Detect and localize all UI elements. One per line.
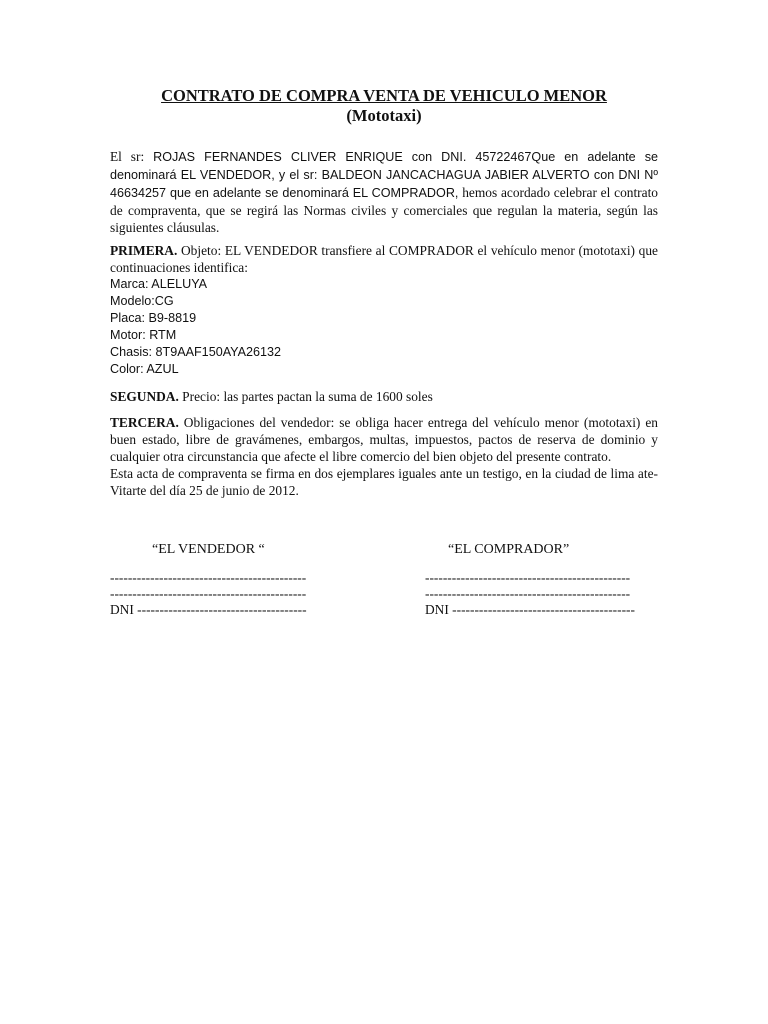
intro-text-part3: hemos acordado celebrar el contrato de compraventa, que se regirá las Normas civiles y comerciales que regulan la materia, según las siguientes cláusulas. bbox=[110, 185, 659, 235]
buyer-dni-line: DNI ----------------------------------------- bbox=[425, 602, 635, 617]
clause-tercera bbox=[110, 414, 658, 499]
intro-text-part1: El sr: bbox=[110, 149, 154, 164]
buyer-signature-line: ---------------------------------------------- bbox=[425, 570, 631, 585]
segunda-text: Precio: las partes pactan la suma de 1600 soles bbox=[178, 389, 433, 404]
buyer-signature-block bbox=[425, 570, 635, 618]
intro-paragraph bbox=[110, 148, 658, 236]
segunda-heading: SEGUNDA. bbox=[110, 389, 179, 404]
seller-signature-line: -------------------------------------------- bbox=[110, 570, 307, 585]
tercera-paragraph bbox=[110, 414, 658, 465]
closing-paragraph: Esta acta de compraventa se firma en dos ejemplares iguales ante un testigo, en la ciudad de lima ate-Vitarte del día 25 de junio de 2012. bbox=[110, 466, 658, 498]
vehicle-motor: Motor: RTM bbox=[110, 328, 177, 342]
vehicle-marca: Marca: ALELUYA bbox=[110, 277, 208, 291]
buyer-name-line: ---------------------------------------------- bbox=[425, 586, 631, 601]
tercera-heading: TERCERA. bbox=[110, 415, 179, 430]
vehicle-modelo: Modelo:CG bbox=[110, 294, 174, 308]
seller-signature-block bbox=[110, 570, 307, 618]
seller-name-line: -------------------------------------------- bbox=[110, 586, 307, 601]
primera-text: Objeto: EL VENDEDOR transfiere al COMPRADOR el vehículo menor (mototaxi) que continuaciones identifica: bbox=[110, 243, 658, 275]
clause-segunda bbox=[110, 388, 658, 405]
document-subtitle: (Mototaxi) bbox=[346, 106, 422, 125]
seller-dni-line: DNI -------------------------------------- bbox=[110, 602, 307, 617]
seller-signature-title: “EL VENDEDOR “ bbox=[152, 542, 265, 557]
primera-paragraph bbox=[110, 242, 658, 276]
clause-primera bbox=[110, 242, 658, 378]
buyer-signature-title: “EL COMPRADOR” bbox=[448, 542, 570, 557]
tercera-text: Obligaciones del vendedor: se obliga hacer entrega del vehículo menor (mototaxi) en buen estado, libre de gravámenes, embargos, multas, impuestos, pactos de reserva de dominio y cualquier otra circunstancia que afecte el libre comercio del bien objeto del presente contrato. bbox=[110, 415, 658, 464]
vehicle-color: Color: AZUL bbox=[110, 362, 179, 376]
intro-text-part2: ROJAS FERNANDES CLIVER ENRIQUE con DNI. 45722467Que en adelante se denominará EL VENDEDOR, y el sr: BALDEON JANCACHAGUA JABIER ALVERTO con DNI Nº 46634257 que en adelante se denominará EL COMPRADOR, bbox=[110, 150, 658, 200]
vehicle-placa: Placa: B9-8819 bbox=[110, 311, 197, 325]
vehicle-chasis: Chasis: 8T9AAF150AYA26132 bbox=[110, 345, 282, 359]
document-title: CONTRATO DE COMPRA VENTA DE VEHICULO MENOR bbox=[161, 86, 607, 105]
primera-heading: PRIMERA. bbox=[110, 243, 178, 258]
